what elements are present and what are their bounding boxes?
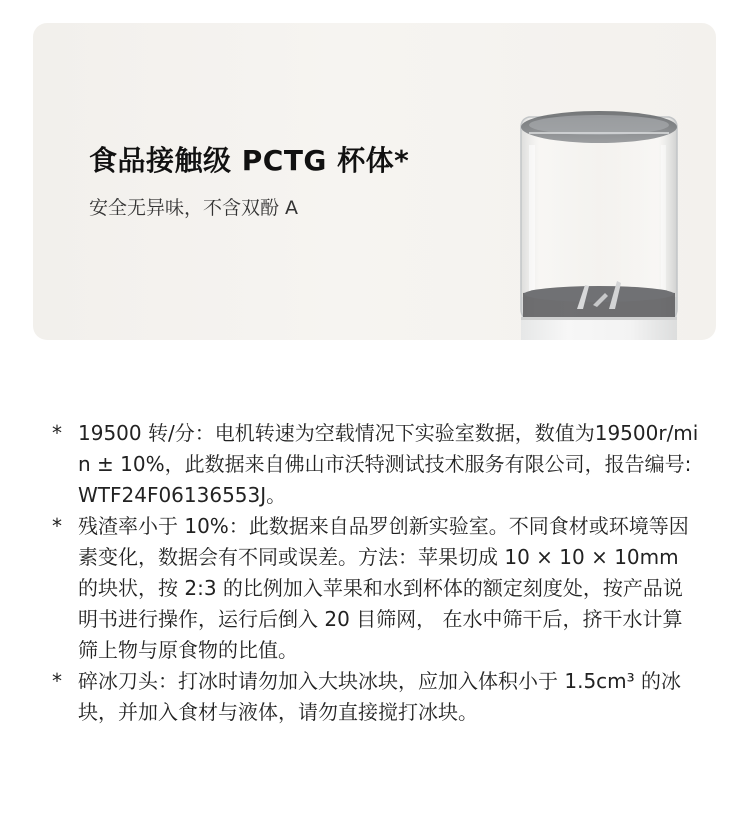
note-marker: * [52,669,62,693]
note-text: 19500 转/分：电机转速为空载情况下实验室数据，数值为19500r/min ± 10%，此数据来自佛山市沃特测试技术服务有限公司，报告编号: WTF24F06136553J。 [78,421,699,507]
note-text: 残渣率小于 10%：此数据来自品罗创新实验室。不同食材或环境等因素变化，数据会有不同或误差。方法：苹果切成 10 × 10 × 10mm 的块状，按 2:3 的比例加入苹果和水到杯体的额定刻度处，按产品说明书进行操作，运行后倒入 20 目筛网， 在水中筛干后，挤干水计算筛上物与原食物的比值。 [78,514,689,662]
note-marker: * [52,514,62,538]
note-marker: * [52,421,62,445]
notes-list [52,418,702,728]
feature-title: 食品接触级 PCTG 杯体* [89,144,410,177]
note-item [52,418,702,511]
note-item [52,511,702,666]
blender-cup-icon [485,97,695,340]
note-text: 碎冰刀头：打冰时请勿加入大块冰块，应加入体积小于 1.5cm³ 的冰块，并加入食材与液体，请勿直接搅打冰块。 [78,669,682,724]
feature-card [33,23,716,340]
feature-subtitle: 安全无异味，不含双酚 A [89,197,299,219]
note-item [52,666,702,728]
